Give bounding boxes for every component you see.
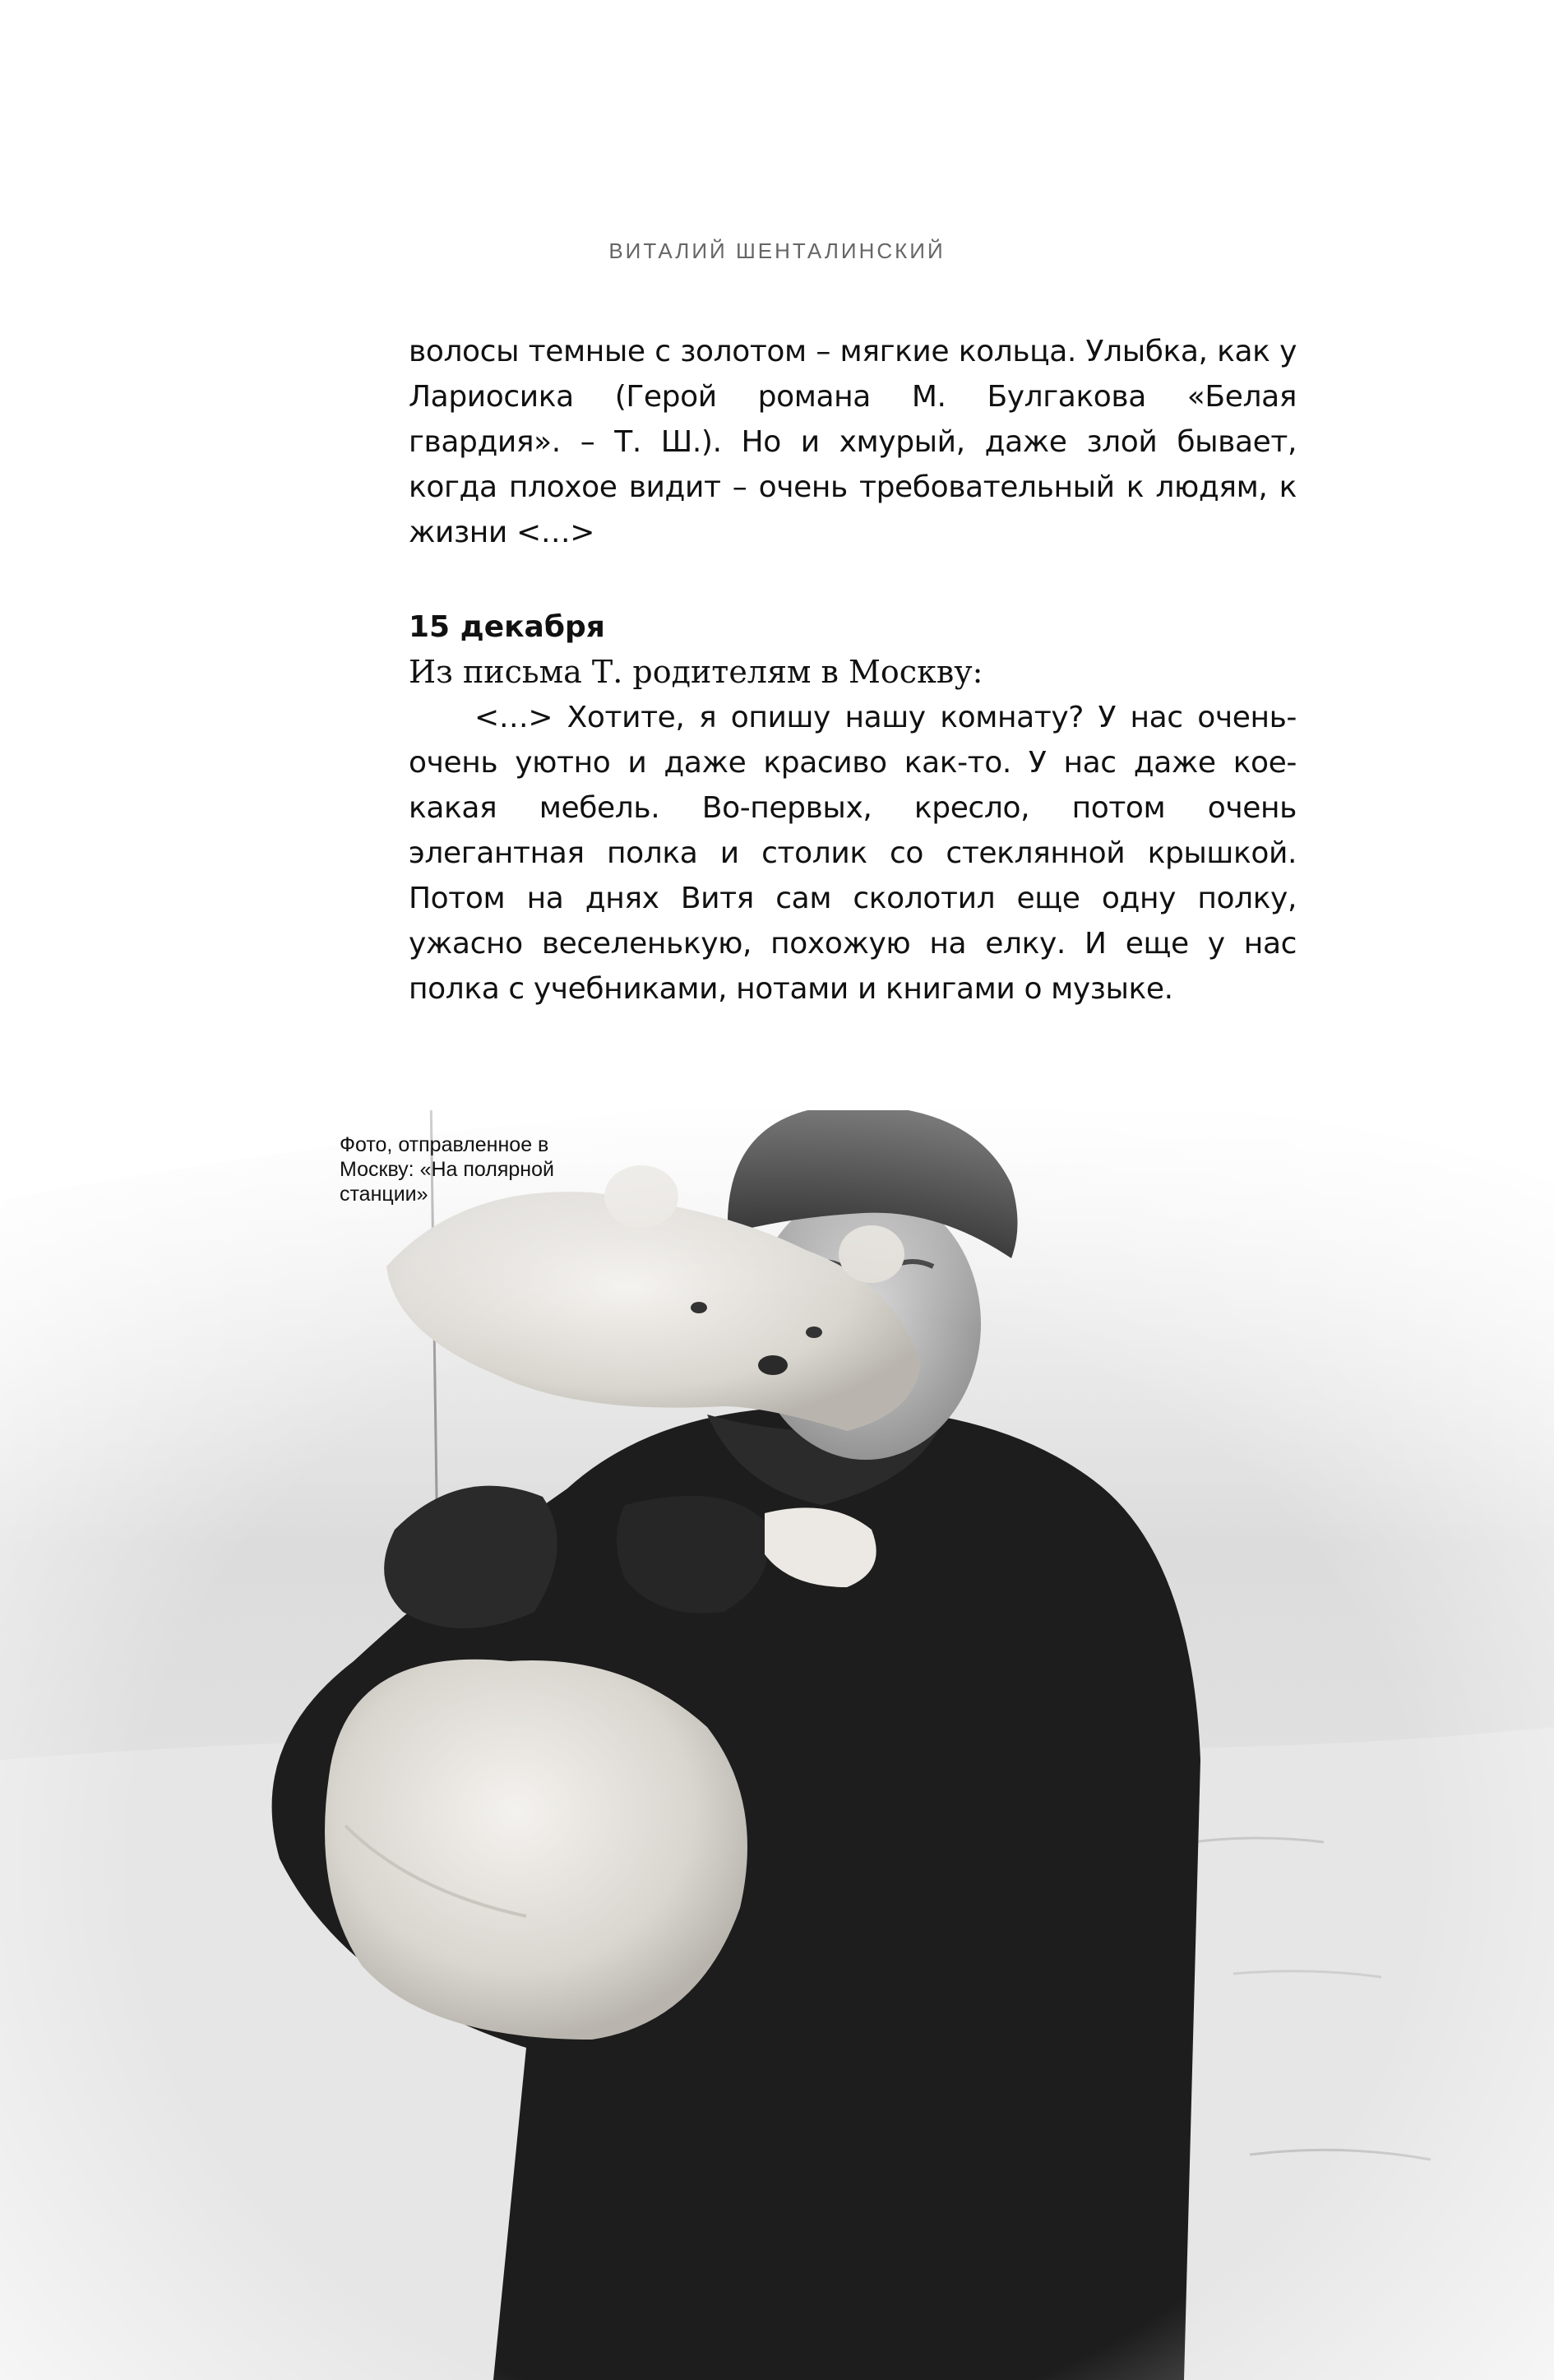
photo-man-with-polar-bear-cub <box>0 1020 1554 2380</box>
body-text <box>409 329 1297 1012</box>
paragraph: волосы темные с золотом – мягкие кольца. Улыбка, как у Лариосика (Герой романа М. Булгакова «Белая гвардия». – Т. Ш.). Но и хмурый, даже злой бывает, когда плохое видит – очень требовательный к людям, к жизни <…> <box>409 335 1297 549</box>
letter-text: <…> Хотите, я опишу нашу комнату? У нас очень-очень уютно и даже красиво как-то. У нас даже кое-какая мебель. Во-первых, кресло, потом очень элегантная полка и столик со стеклянной крышкой. Потом на днях Витя сам сколотил еще одну полку, ужасно веселенькую, похожую на елку. И еще у нас полка с учебниками, нотами и книгами о музыке. <box>409 701 1297 1006</box>
letter-intro: Из письма Т. родителям в Москву: <box>409 654 983 690</box>
date-heading: 15 декабря <box>409 610 605 644</box>
photo-caption: Фото, отправленное в Москву: «На полярной станции» <box>340 1133 554 1206</box>
running-header: ВИТАЛИЙ ШЕНТАЛИНСКИЙ <box>608 238 946 263</box>
